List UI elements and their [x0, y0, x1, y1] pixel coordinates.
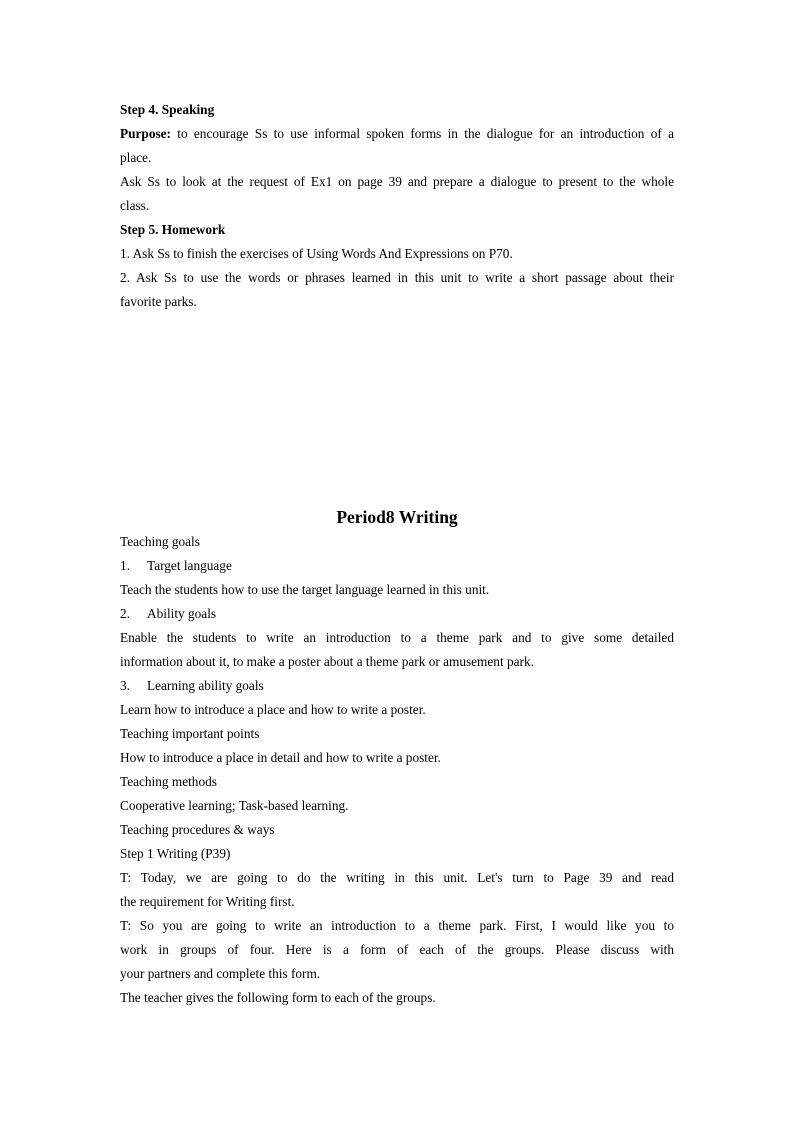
goal-item-2: [120, 606, 674, 622]
goal-item-3-number: 3.: [120, 678, 130, 693]
goal-item-2-text-line-1: Enable the students to write an introduction to a theme park and to give some detailed: [120, 630, 674, 645]
goal-item-1-label: Target language: [147, 558, 232, 573]
important-points-text: How to introduce a place in detail and how to write a poster.: [120, 750, 441, 765]
step5-heading: Step 5. Homework: [120, 222, 226, 237]
goal-item-2-text-line-2: information about it, to make a poster about a theme park or amusement park.: [120, 654, 534, 669]
purpose-label: Purpose:: [120, 126, 171, 141]
goal-item-3-label: Learning ability goals: [147, 678, 264, 693]
homework-item-2-line-2: favorite parks.: [120, 294, 197, 309]
goal-item-3: [120, 678, 674, 694]
teacher-line-2c: your partners and complete this form.: [120, 966, 321, 981]
purpose-text: to encourage Ss to use informal spoken forms in the dialogue for an introduction of a: [177, 126, 675, 141]
period-title: Period8 Writing: [336, 507, 458, 527]
homework-item-1: 1. Ask Ss to finish the exercises of Using Words And Expressions on P70.: [120, 246, 513, 261]
important-points-heading: Teaching important points: [120, 726, 260, 741]
goal-item-1-text: Teach the students how to use the target language learned in this unit.: [120, 582, 490, 597]
homework-item-2-line-1: 2. Ask Ss to use the words or phrases learned in this unit to write a short passage about their: [120, 270, 674, 285]
procedures-heading: Teaching procedures & ways: [120, 822, 275, 837]
teacher-line-1b: the requirement for Writing first.: [120, 894, 295, 909]
closing-line: The teacher gives the following form to each of the groups.: [120, 990, 436, 1005]
step1-heading: Step 1 Writing (P39): [120, 846, 231, 861]
purpose-line-1: [120, 126, 674, 142]
teacher-line-2a: T: So you are going to write an introduction to a theme park. First, I would like you to: [120, 918, 674, 933]
step4-heading: Step 4. Speaking: [120, 102, 215, 117]
goal-item-1-number: 1.: [120, 558, 130, 573]
goal-item-1: [120, 558, 674, 574]
teaching-goals-heading: Teaching goals: [120, 534, 200, 549]
purpose-line-2: place.: [120, 150, 152, 165]
ask-line-1: Ask Ss to look at the request of Ex1 on page 39 and prepare a dialogue to present to the whole: [120, 174, 674, 189]
goal-item-3-text: Learn how to introduce a place and how to write a poster.: [120, 702, 426, 717]
teacher-line-1a: T: Today, we are going to do the writing in this unit. Let's turn to Page 39 and read: [120, 870, 674, 885]
goal-item-2-label: Ability goals: [147, 606, 217, 621]
methods-heading: Teaching methods: [120, 774, 217, 789]
ask-line-2: class.: [120, 198, 150, 213]
methods-text: Cooperative learning; Task-based learning.: [120, 798, 349, 813]
goal-item-2-number: 2.: [120, 606, 130, 621]
teacher-line-2b: work in groups of four. Here is a form of each of the groups. Please discuss with: [120, 942, 674, 957]
